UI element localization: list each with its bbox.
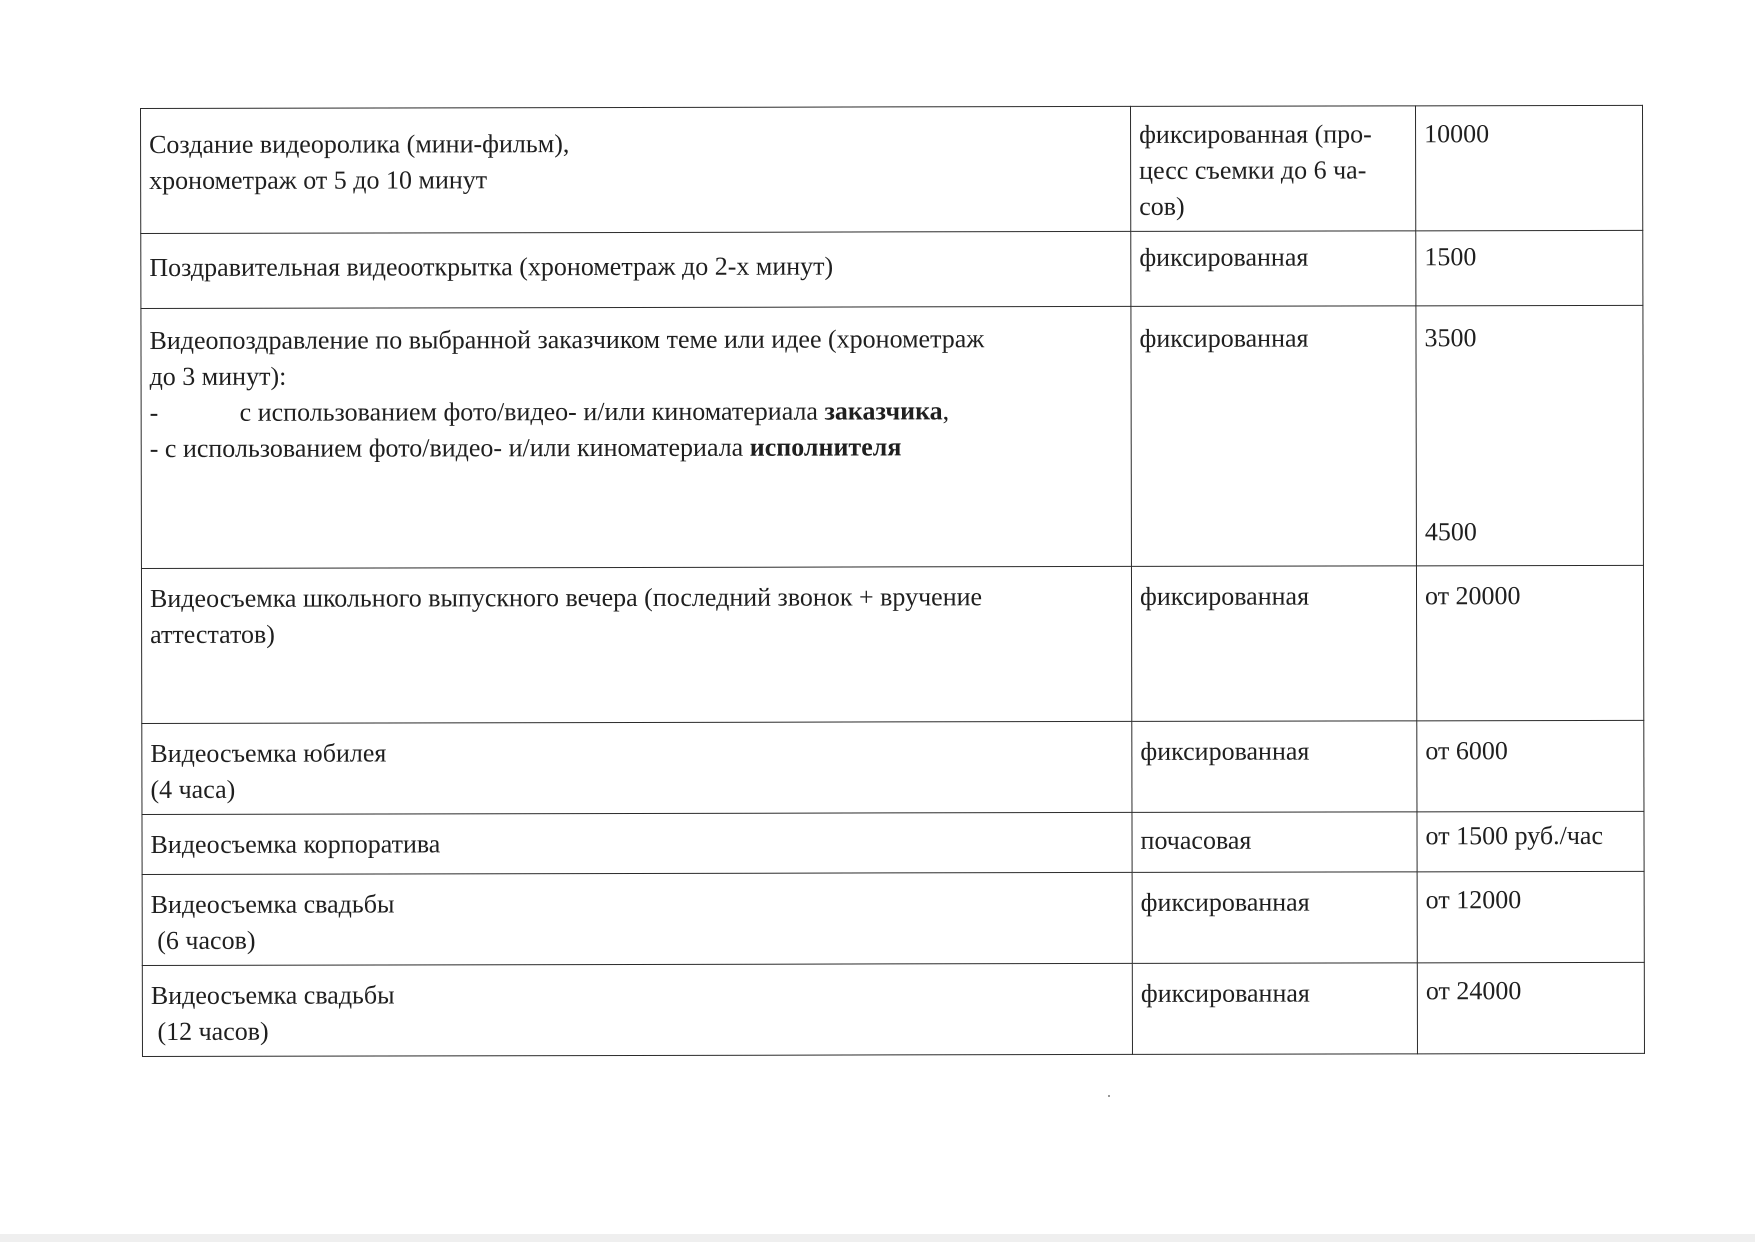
pricing-type-cell [1132, 872, 1417, 964]
pricing-type-text: фиксированная [1139, 323, 1309, 353]
pricing-type-cell [1131, 231, 1416, 307]
service-text: Видеосъемка юбилея [150, 738, 387, 768]
pricing-type-cell [1130, 106, 1415, 232]
price-text: 10000 [1424, 119, 1490, 149]
service-text: Видеосъемка свадьбы [150, 889, 395, 919]
pricing-type-text: сов) [1139, 191, 1185, 221]
list-item [150, 393, 1123, 431]
price-text: от 24000 [1425, 976, 1522, 1006]
table-row [141, 305, 1644, 568]
service-cell [141, 306, 1132, 568]
service-text: (4 часа) [150, 774, 236, 804]
service-text: Видеосъемка корпоратива [150, 829, 441, 859]
list-item [150, 429, 1123, 467]
scan-speck [1108, 1095, 1110, 1097]
table-row [142, 962, 1644, 1056]
service-text: аттестатов) [150, 619, 275, 649]
price-table [140, 105, 1645, 1057]
price-cell [1416, 305, 1644, 565]
service-text: Видеосъемка школьного выпускного вечера (последний звонок + вручение [149, 582, 983, 613]
table-row [141, 105, 1643, 233]
list-dash: - [149, 397, 159, 427]
service-text: хронометраж от 5 до 10 минут [149, 165, 488, 195]
pricing-type-cell [1132, 812, 1417, 873]
service-text: (12 часов) [150, 1016, 269, 1046]
service-text: (6 часов) [150, 925, 256, 955]
service-cell [141, 231, 1131, 308]
service-cell [141, 566, 1131, 723]
list-item-text: с использованием фото/видео- и/или киноматериала [164, 432, 750, 463]
pricing-type-text: фиксированная [1140, 736, 1310, 766]
list-item-emphasis: заказчика [824, 396, 943, 426]
list-item-text: с использованием фото/видео- и/или киноматериала [239, 396, 825, 427]
price-text: 1500 [1424, 242, 1477, 272]
table-row [142, 871, 1644, 965]
table-row [142, 811, 1644, 874]
pricing-type-text: фиксированная [1140, 887, 1310, 917]
service-text: Поздравительная видеооткрытка (хронометраж до 2-х минут) [149, 251, 834, 282]
pricing-type-text: фиксированная (про- [1139, 119, 1372, 149]
pricing-type-cell [1132, 963, 1417, 1055]
service-text: Создание видеоролика (мини-фильм), [149, 129, 570, 159]
pricing-type-cell [1131, 306, 1417, 567]
table-row [141, 230, 1643, 308]
service-cell [142, 872, 1132, 965]
table-row [141, 565, 1643, 723]
service-cell [142, 812, 1132, 874]
price-text: от 20000 [1424, 581, 1521, 611]
table-row [142, 720, 1644, 814]
price-text: от 6000 [1425, 736, 1508, 766]
price-cell [1416, 230, 1643, 305]
service-text: Видеосъемка свадьбы [150, 980, 395, 1010]
list-item-suffix: , [942, 396, 950, 426]
service-cell [142, 963, 1132, 1056]
pricing-type-cell [1131, 566, 1416, 722]
price-cell [1416, 565, 1643, 720]
price-cell [1417, 871, 1644, 962]
price-text: от 12000 [1425, 885, 1522, 915]
scan-bottom-edge [0, 1234, 1755, 1242]
price-cell [1417, 811, 1644, 871]
service-text: Видеопоздравление по выбранной заказчиком теме или идее (хронометраж [149, 324, 985, 355]
service-text: до 3 минут): [149, 361, 287, 391]
price-text: 3500 [1424, 323, 1477, 353]
pricing-type-cell [1132, 721, 1417, 813]
list-dash: - [149, 433, 165, 463]
price-text: от 1500 руб./час [1425, 820, 1604, 851]
price-cell [1417, 720, 1644, 811]
service-cell [141, 106, 1131, 233]
price-text-alt: 4500 [1424, 517, 1477, 547]
pricing-type-text: цесс съемки до 6 ча- [1139, 155, 1367, 185]
price-cell [1417, 962, 1644, 1053]
pricing-type-text: фиксированная [1140, 978, 1310, 1008]
price-cell [1415, 105, 1642, 230]
pricing-type-text: фиксированная [1139, 581, 1310, 611]
pricing-type-text: фиксированная [1139, 242, 1309, 272]
service-cell [142, 721, 1132, 814]
pricing-type-text: почасовая [1140, 825, 1252, 855]
list-item-emphasis: исполнителя [749, 432, 902, 462]
